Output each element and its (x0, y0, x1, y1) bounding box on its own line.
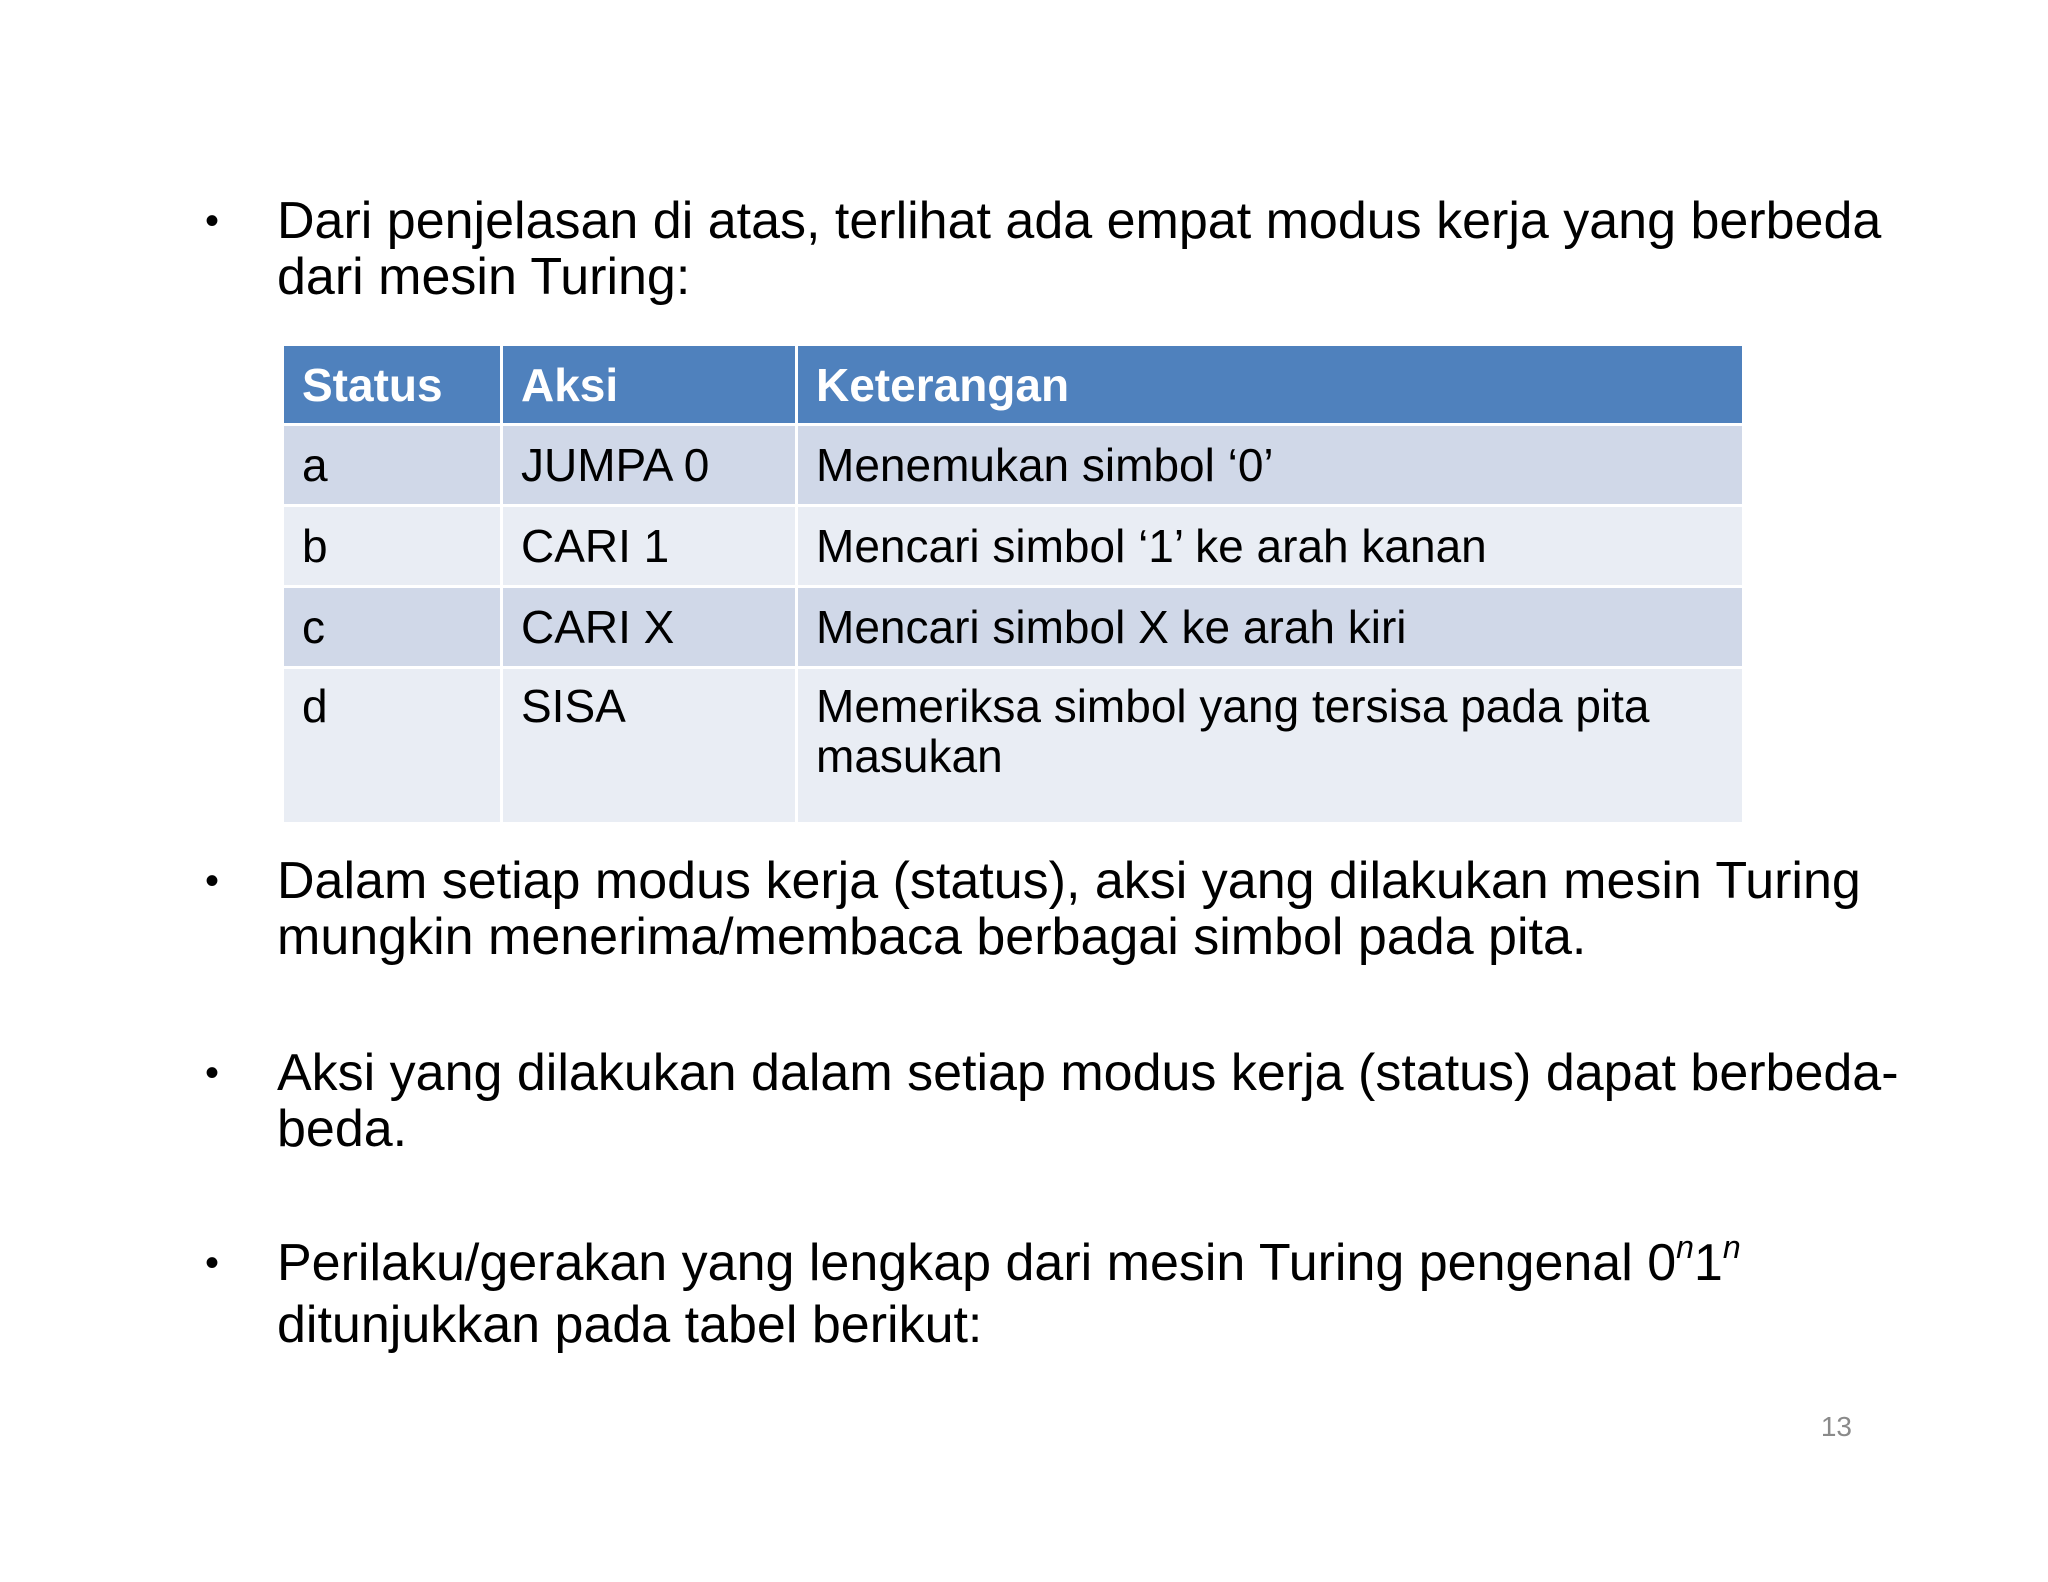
table-cell: a (283, 425, 502, 506)
bullet-dot: • (205, 1241, 220, 1285)
table-row (283, 587, 1744, 668)
superscript-n: n (1676, 1229, 1694, 1265)
bullet-text (277, 1229, 1905, 1354)
table-cell: b (283, 506, 502, 587)
bullet-text-part: ditunjukkan pada tabel berikut: (277, 1296, 983, 1354)
bullet-text: Dari penjelasan di atas, terlihat ada empat modus kerja yang berbeda dari mesin Turing: (277, 192, 1882, 306)
bullet-text-part: Perilaku/gerakan yang lengkap dari mesin Turing pengenal 0 (277, 1234, 1677, 1292)
superscript-n: n (1722, 1229, 1741, 1265)
table-row (283, 425, 1744, 506)
bullet-text: Aksi yang dilakukan dalam setiap modus kerja (status) dapat berbeda-beda. (277, 1044, 1899, 1158)
table-cell: Mencari simbol ‘1’ ke arah kanan (797, 506, 1744, 587)
bullet-text-part: 1 (1693, 1234, 1723, 1292)
table (281, 343, 1745, 825)
bullet-dot: • (205, 1051, 220, 1095)
column-header-aksi: Aksi (502, 345, 797, 425)
table-header-row (283, 345, 1744, 425)
status-table (281, 343, 1742, 825)
table-cell: CARI 1 (502, 506, 797, 587)
page-number: 13 (1820, 1411, 1852, 1442)
table-cell: JUMPA 0 (502, 425, 797, 506)
column-header-keterangan: Keterangan (797, 345, 1744, 425)
column-header-status: Status (283, 345, 502, 425)
table-row (283, 668, 1744, 824)
table-cell: CARI X (502, 587, 797, 668)
table-cell: Menemukan simbol ‘0’ (797, 425, 1744, 506)
table-cell: Mencari simbol X ke arah kiri (797, 587, 1744, 668)
table-cell: Memeriksa simbol yang tersisa pada pita masukan (797, 668, 1744, 824)
table-row (283, 506, 1744, 587)
bullet-text: Dalam setiap modus kerja (status), aksi yang dilakukan mesin Turing mungkin menerima/membaca berbagai simbol pada pita. (277, 852, 1861, 966)
bullet-dot: • (205, 199, 220, 243)
table-cell: SISA (502, 668, 797, 824)
table-cell: c (283, 587, 502, 668)
table-cell: d (283, 668, 502, 824)
bullet-dot: • (205, 859, 220, 903)
